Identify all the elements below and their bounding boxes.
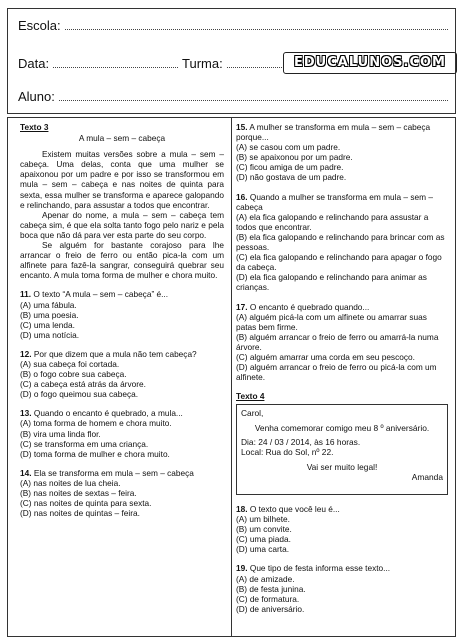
question-15 (236, 122, 448, 183)
option-a[interactable]: (A) se casou com um padre. (236, 142, 341, 153)
class-line (182, 56, 282, 71)
question-text (236, 563, 448, 573)
question-text (20, 349, 224, 359)
option-a[interactable]: (A) uma fábula. (20, 299, 77, 310)
question-prompt: Quando a mulher se transforma em mula – sem – cabeça (236, 191, 433, 212)
question-number: 18. (236, 503, 248, 514)
text3-subtitle: A mula – sem – cabeça (78, 133, 166, 144)
invite-closing: Vai ser muito legal! (306, 462, 378, 473)
question-text (236, 192, 448, 212)
question-text (236, 302, 448, 312)
option-a[interactable]: (A) um bilhete. (236, 514, 290, 525)
school-line (18, 18, 448, 33)
text3-paragraph: Apenar do nome, a mula – sem – cabeça tem cabeça sim, é que ela solta tanto fogo pelo nariz e pela boca que não dá para ver esta parte do seu corpo. (20, 209, 224, 240)
question-16 (236, 192, 448, 293)
invite-place: Local: Rua do Sol, nº 22. (241, 446, 334, 457)
option-b[interactable]: (B) nas noites de sextas – feira. (20, 488, 137, 498)
option-a[interactable]: (A) alguém picá-la com um alfinete ou amarrar suas patas bem firme. (236, 311, 427, 332)
student-line (18, 89, 448, 104)
question-number: 17. (236, 301, 248, 312)
question-17 (236, 302, 448, 383)
option-c[interactable]: (C) de formatura. (236, 593, 300, 604)
header-box (7, 8, 456, 114)
date-line (18, 56, 178, 71)
question-number: 13. (20, 408, 32, 419)
option-b[interactable]: (B) uma poesia. (20, 309, 79, 320)
option-b[interactable]: (B) se apaixonou por um padre. (236, 152, 353, 163)
right-column (236, 122, 448, 614)
question-text (236, 122, 448, 142)
student-field[interactable] (59, 90, 448, 101)
text3-title: Texto 3 (20, 122, 49, 132)
option-c[interactable]: (C) alguém amarrar uma corda em seu pescoço. (236, 351, 415, 362)
question-text (20, 289, 224, 299)
text4-section (236, 391, 448, 495)
worksheet-body (7, 117, 456, 637)
question-prompt: O texto que você leu é... (249, 503, 340, 514)
option-c[interactable]: (C) a cabeça está atrás da árvore. (20, 379, 146, 390)
option-d[interactable]: (D) alguém arrancar o freio de ferro ou picá-la com um alfinete. (236, 362, 437, 383)
question-12 (20, 349, 224, 399)
question-18 (236, 504, 448, 554)
date-label: Data: (18, 56, 50, 71)
option-d[interactable]: (D) de aniversário. (236, 603, 305, 614)
option-d[interactable]: (D) nas noites de quintas – feira. (20, 508, 140, 519)
column-divider (231, 118, 232, 636)
invite-signature: Amanda (411, 472, 443, 483)
question-prompt: A mulher se transforma em mula – sem – cabeça porque... (236, 122, 431, 143)
option-a[interactable]: (A) ela fica galopando e relinchando para assustar a todos que encontrar. (236, 211, 429, 232)
question-text (20, 468, 224, 478)
question-19 (236, 563, 448, 613)
option-d[interactable]: (D) uma carta. (236, 544, 290, 555)
question-prompt: Por que dizem que a mula não tem cabeça? (33, 348, 197, 359)
option-b[interactable]: (B) o fogo cobre sua cabeça. (20, 369, 127, 380)
option-d[interactable]: (D) não gostava de um padre. (236, 172, 347, 183)
invitation-box (236, 404, 448, 495)
option-a[interactable]: (A) de amizade. (236, 573, 295, 584)
option-d[interactable]: (D) uma notícia. (20, 329, 80, 340)
date-field[interactable] (53, 57, 178, 68)
question-prompt: O texto “A mula – sem – cabeça” é... (33, 289, 169, 300)
option-b[interactable]: (B) alguém arrancar o freio de ferro ou amarrá-la numa árvore. (236, 331, 439, 352)
school-field[interactable] (65, 19, 448, 30)
class-field[interactable] (227, 57, 282, 68)
question-number: 11. (20, 289, 32, 300)
option-a[interactable]: (A) sua cabeça foi cortada. (20, 358, 120, 369)
text3-paragraph: Existem muitas versões sobre a mula – sem – cabeça. Uma delas, conta que uma mulher se apaixonou por um padre e por isso se transformou em mula – sem – cabeça e nas noites de quinta para sexta, essa mulher se transforma e aparece galopando e relinchando, para assustar a todos que encontrar. (20, 149, 224, 210)
option-a[interactable]: (A) nas noites de lua cheia. (20, 477, 121, 488)
question-number: 12. (20, 348, 32, 359)
student-label: Aluno: (18, 89, 55, 104)
question-number: 15. (236, 122, 248, 132)
invite-message: Venha comemorar comigo meu 8 º aniversário. (254, 422, 430, 433)
text4-title: Texto 4 (236, 391, 265, 402)
option-c[interactable]: (C) nas noites de quinta para sexta. (20, 498, 152, 509)
option-b[interactable]: (B) de festa junina. (236, 583, 306, 594)
question-prompt: Ela se transforma em mula – sem – cabeça (33, 467, 194, 478)
invite-greeting: Carol, (241, 408, 264, 419)
option-c[interactable]: (C) se transforma em uma criança. (20, 438, 149, 449)
question-prompt: Quando o encanto é quebrado, a mula... (33, 408, 183, 419)
left-column (20, 122, 224, 518)
question-14 (20, 468, 224, 518)
school-label: Escola: (18, 18, 61, 33)
option-b[interactable]: (B) ela fica galopando e relinchando para brincar com as pessoas. (236, 231, 445, 253)
option-b[interactable]: (B) um convite. (236, 524, 292, 535)
invite-date: Dia: 24 / 03 / 2014, às 16 horas. (241, 436, 361, 447)
educalunos-logo: EDUCALUNOS.COM (283, 52, 457, 74)
option-c[interactable]: (C) uma piada. (236, 534, 291, 545)
option-c[interactable]: (C) uma lenda. (20, 319, 75, 330)
question-number: 14. (20, 467, 32, 478)
question-number: 19. (236, 563, 248, 574)
option-b[interactable]: (B) vira uma linda flor. (20, 428, 101, 439)
option-d[interactable]: (D) toma forma de mulher e chora muito. (20, 448, 170, 459)
class-label: Turma: (182, 56, 223, 71)
option-c[interactable]: (C) ela fica galopando e relinchando para apagar o fogo da cabeça. (236, 252, 442, 273)
option-d[interactable]: (D) ela fica galopando e relinchando para animar as crianças. (236, 272, 427, 293)
question-13 (20, 408, 224, 458)
question-prompt: Que tipo de festa informa esse texto... (249, 563, 391, 574)
question-number: 16. (236, 191, 248, 202)
question-11 (20, 289, 224, 339)
option-a[interactable]: (A) toma forma de homem e chora muito. (20, 418, 172, 429)
option-c[interactable]: (C) ficou amiga de um padre. (236, 162, 344, 173)
question-text (20, 408, 224, 418)
option-d[interactable]: (D) o fogo queimou sua cabeça. (20, 389, 139, 400)
question-prompt: O encanto é quebrado quando... (249, 301, 370, 312)
text3-paragraph: Se alguém for bastante corajoso para lhe arrancar o freio de ferro ou então pica-la com um alfinete para fazê-la sangrar, conseguirá quebrar seu encanto. A mula toma forma de mulher e chora muito. (20, 240, 224, 281)
question-text (236, 504, 448, 514)
